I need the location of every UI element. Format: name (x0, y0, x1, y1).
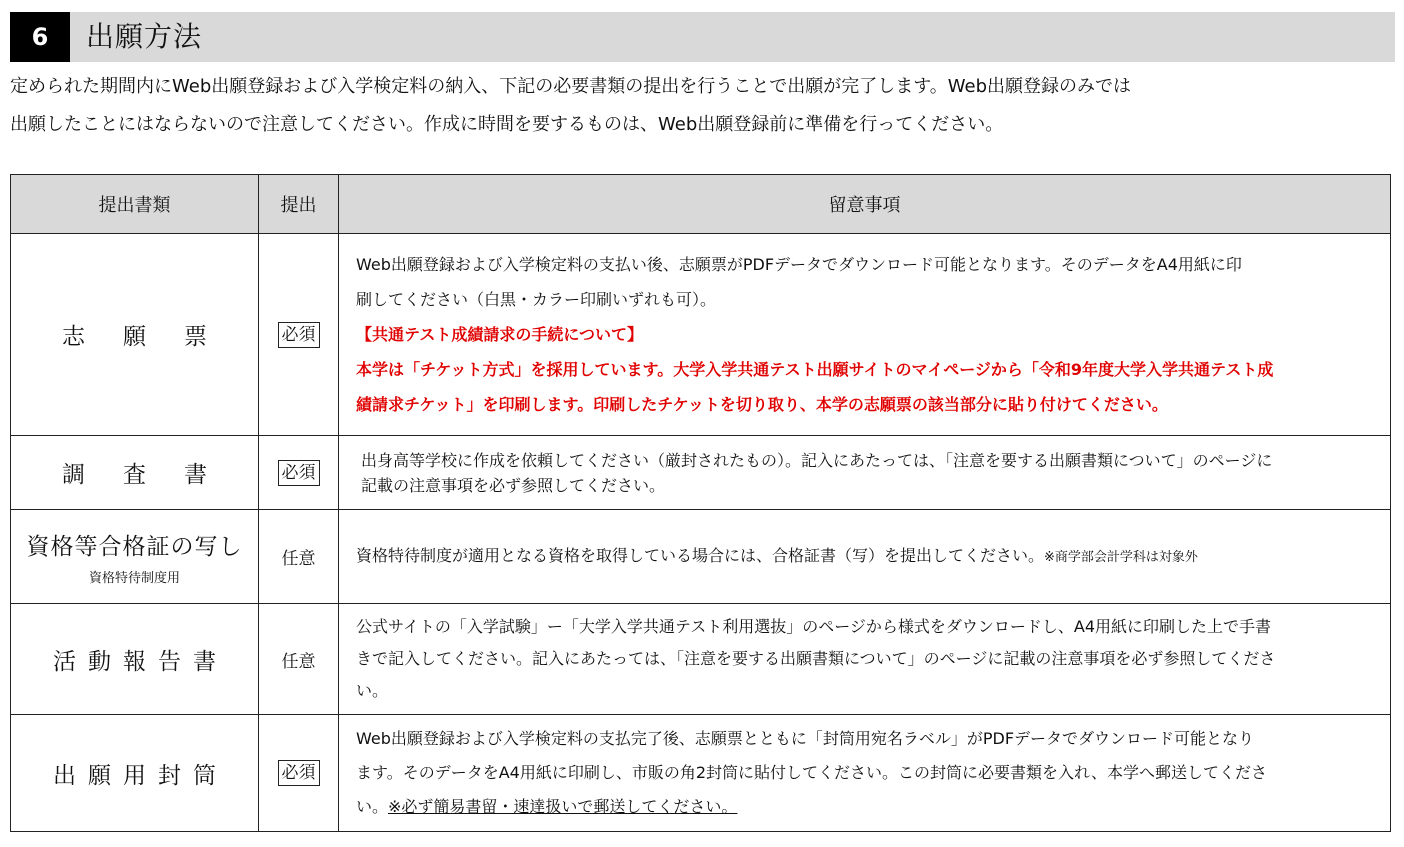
section-title: 出願方法 (86, 20, 203, 53)
document-name: 調査書 (62, 462, 245, 488)
note-line: い。 (356, 681, 389, 700)
note-red-line: 績請求チケット」を印刷します。印刷したチケットを切り取り、本学の志願票の該当部分に貼り付けてください。 (356, 395, 1168, 414)
note-line: 資格特待制度が適用となる資格を取得している場合には、合格証書（写）を提出してください。 (356, 546, 1045, 565)
note-red-heading: 【共通テスト成績請求の手続について】 (356, 325, 644, 344)
document-subtitle: 資格特待制度用 (88, 570, 180, 586)
required-badge: 必須 (278, 322, 320, 348)
note-line: 出身高等学校に作成を依頼してください（厳封されたもの）。記入にあたっては、「注意を要する出願書類について」のページに (361, 450, 1273, 470)
note-line: Web出願登録および入学検定料の支払い後、志願票がPDFデータでダウンロード可能となります。そのデータをA4用紙に印 (356, 255, 1242, 274)
note-line-start: い。 (356, 797, 389, 816)
notes-cell (339, 604, 1391, 715)
submit-cell (259, 715, 339, 832)
note-line: きで記入してください。記入にあたっては、「注意を要する出願書類について」のページに記載の注意事項を必ず参照してくださ (356, 649, 1276, 668)
section-header (10, 12, 1395, 62)
notes-cell (339, 436, 1391, 510)
optional-label: 任意 (281, 651, 316, 672)
document-cell (11, 510, 259, 604)
required-badge: 必須 (278, 460, 320, 486)
intro-line-2: 出願したことにはならないので注意してください。作成に時間を要するものは、Web出願登録前に準備を行ってください。 (10, 114, 1004, 135)
document-cell (11, 234, 259, 436)
submit-cell (259, 234, 339, 436)
required-documents-table (10, 174, 1391, 832)
intro-line-1: 定められた期間内にWeb出願登録および入学検定料の納入、下記の必要書類の提出を行うことで出願が完了します。Web出願登録のみでは (10, 76, 1132, 97)
document-name: 資格等合格証の写し (26, 533, 243, 560)
header-document: 提出書類 (11, 175, 259, 234)
note-red-line: 本学は「チケット方式」を採用しています。大学入学共通テスト出願サイトのマイページから「令和9年度大学入学共通テスト成 (356, 360, 1274, 379)
document-cell (11, 604, 259, 715)
document-cell (11, 715, 259, 832)
header-notes: 留意事項 (339, 175, 1391, 234)
notes-cell (339, 510, 1391, 604)
required-badge: 必須 (278, 760, 320, 786)
document-cell (11, 436, 259, 510)
header-submit: 提出 (259, 175, 339, 234)
submit-cell (259, 436, 339, 510)
document-name: 出願用封筒 (53, 762, 228, 789)
table-row (11, 715, 1391, 832)
section-number: 6 (10, 12, 70, 62)
intro-text (10, 68, 1395, 144)
table-row (11, 436, 1391, 510)
document-name: 活動報告書 (53, 648, 228, 675)
table-row (11, 604, 1391, 715)
submit-cell (259, 604, 339, 715)
table-header-row (11, 175, 1391, 234)
table-row (11, 234, 1391, 436)
document-name: 志願票 (62, 324, 245, 350)
note-small: ※商学部会計学科は対象外 (1044, 550, 1198, 565)
note-line: 刷してください（白黒・カラー印刷いずれも可）。 (356, 290, 717, 309)
note-line: 公式サイトの「入学試験」ー「大学入学共通テスト利用選抜」のページから様式をダウンロードし、A4用紙に印刷した上で手書 (356, 617, 1272, 636)
note-line: 記載の注意事項を必ず参照してください。 (361, 475, 666, 495)
note-underlined: ※必ず簡易書留・速達扱いで郵送してください。 (388, 797, 738, 816)
notes-cell (339, 234, 1391, 436)
submit-cell (259, 510, 339, 604)
note-line-last (356, 790, 1378, 824)
note-line: Web出願登録および入学検定料の支払完了後、志願票とともに「封筒用宛名ラベル」がPDFデータでダウンロード可能となり (356, 729, 1255, 748)
table-row (11, 510, 1391, 604)
note-line: ます。そのデータをA4用紙に印刷し、市販の角2封筒に貼付してください。この封筒に必要書類を入れ、本学へ郵送してくださ (356, 763, 1267, 782)
notes-cell (339, 715, 1391, 832)
optional-label: 任意 (281, 549, 316, 569)
